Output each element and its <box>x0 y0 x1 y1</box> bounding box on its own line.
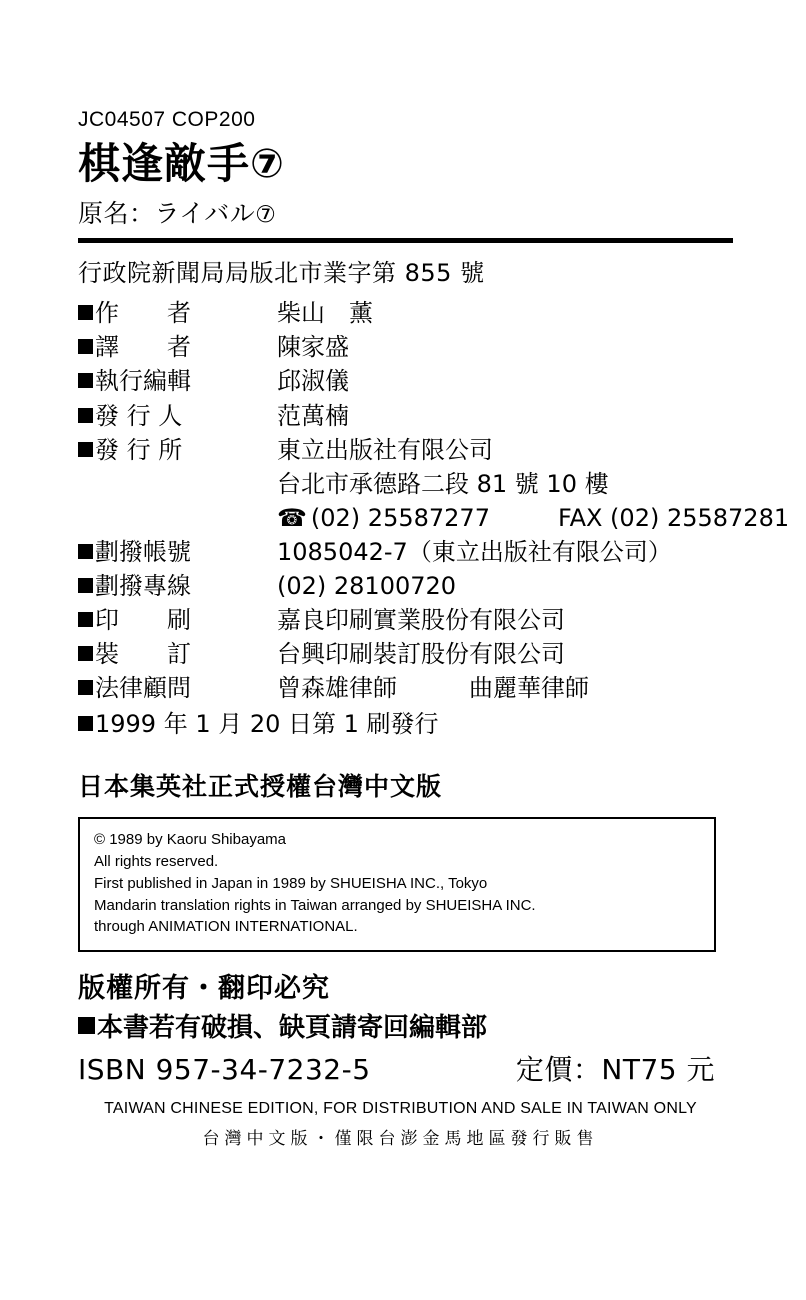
credit-row <box>78 296 733 330</box>
title-row <box>78 140 733 188</box>
square-bullet-icon <box>78 680 93 695</box>
publication-date: 1999 年 1 月 20 日第 1 刷發行 <box>95 710 439 739</box>
credit-row <box>78 569 733 603</box>
isbn-price-row <box>78 1048 723 1088</box>
square-bullet-icon <box>78 1017 95 1034</box>
credit-label: 執行編輯 <box>95 367 191 396</box>
publisher-address: 台北市承德路二段 81 號 10 樓 <box>277 469 609 498</box>
publication-date-row <box>78 707 733 741</box>
original-volume-number: ⑦ <box>255 202 277 229</box>
credit-row <box>78 671 733 705</box>
damage-return-text: 本書若有破損、缺頁請寄回編輯部 <box>97 1013 488 1044</box>
credit-label: 譯 者 <box>95 333 191 362</box>
square-bullet-icon <box>78 305 93 320</box>
divider <box>78 238 733 243</box>
credit-value: 柴山 薰 <box>277 299 373 328</box>
distribution-notice-zh: 台灣中文版・僅限台澎金馬地區發行販售 <box>202 1129 599 1150</box>
volume-number: ⑦ <box>250 141 284 188</box>
credit-row <box>78 637 733 671</box>
credit-row <box>78 364 733 398</box>
credit-label: 裝 訂 <box>95 640 191 669</box>
copyright-line: All rights reserved. <box>94 853 219 871</box>
original-title: ライバル <box>154 199 256 229</box>
isbn: ISBN 957-34-7232-5 <box>78 1053 371 1087</box>
publisher-fax: FAX (02) 25587281 <box>557 503 790 532</box>
copyright-line: Mandarin translation rights in Taiwan arranged by SHUEISHA INC. <box>94 896 536 914</box>
credits-table <box>78 296 790 741</box>
square-bullet-icon <box>78 408 93 423</box>
square-bullet-icon <box>78 544 93 559</box>
copyright-box <box>78 817 716 952</box>
original-title-row <box>78 194 733 230</box>
publisher-telephone: (02) 25587277 <box>310 503 490 532</box>
square-bullet-icon <box>78 612 93 627</box>
credit-row <box>78 399 733 433</box>
credit-label: 發 行 所 <box>95 435 183 464</box>
square-bullet-icon <box>78 646 93 661</box>
credit-label: 劃撥專線 <box>95 571 191 600</box>
credit-value: 東立出版社有限公司 <box>277 435 493 464</box>
credit-row <box>78 433 733 467</box>
rights-reserved-line: 版權所有・翻印必究 <box>78 973 330 1005</box>
credit-label: 作 者 <box>95 299 191 328</box>
page-title: 棋逢敵手 <box>78 139 251 188</box>
square-bullet-icon <box>78 578 93 593</box>
distribution-notice-en: TAIWAN CHINESE EDITION, FOR DISTRIBUTION AND SALE IN TAIWAN ONLY <box>104 1100 697 1118</box>
credit-value: 嘉良印刷實業股份有限公司 <box>277 606 565 634</box>
price: 定價：NT75 元 <box>515 1053 715 1087</box>
damage-return-note <box>78 1007 733 1044</box>
credit-value: (02) 28100720 <box>277 571 457 600</box>
original-title-label: 原名： <box>78 199 155 229</box>
credit-value: 邱淑儀 <box>277 367 349 396</box>
credit-row <box>78 330 733 364</box>
credit-label: 法律顧問 <box>95 674 191 703</box>
square-bullet-icon <box>78 716 93 731</box>
credit-value: 范萬楠 <box>277 401 349 430</box>
publisher-contact <box>277 501 790 535</box>
credit-label: 發 行 人 <box>95 401 183 430</box>
credit-label: 印 刷 <box>95 606 191 634</box>
credit-label: 劃撥帳號 <box>95 537 191 566</box>
credit-value: 陳家盛 <box>277 333 349 362</box>
telephone-icon: ☎ <box>277 503 307 532</box>
government-permit-line: 行政院新聞局局版北市業字第 855 號 <box>78 259 485 288</box>
square-bullet-icon <box>78 373 93 388</box>
copyright-line: First published in Japan in 1989 by SHUEISHA INC., Tokyo <box>94 874 488 892</box>
square-bullet-icon <box>78 442 93 457</box>
square-bullet-icon <box>78 339 93 354</box>
copyright-line: © 1989 by Kaoru Shibayama <box>94 831 287 849</box>
catalog-code: JC04507 COP200 <box>78 108 256 131</box>
credit-value: 台興印刷裝訂股份有限公司 <box>277 640 565 669</box>
credit-row <box>78 535 733 569</box>
credit-value: 1085042-7（東立出版社有限公司） <box>277 537 672 566</box>
colophon-content <box>78 108 790 1150</box>
copyright-line: through ANIMATION INTERNATIONAL. <box>94 918 358 936</box>
credit-value: 曾森雄律師 曲麗華律師 <box>277 674 589 703</box>
authorization-line: 日本集英社正式授權台灣中文版 <box>78 772 443 802</box>
credit-row <box>78 603 733 637</box>
